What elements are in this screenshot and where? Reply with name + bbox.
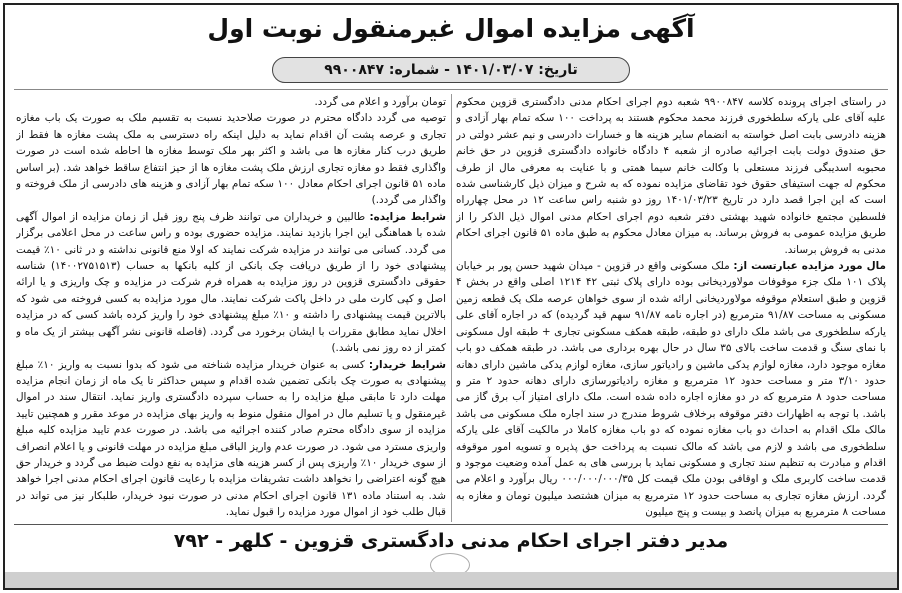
property-text: ملک مسکونی واقع در قزوین - میدان شهید حسن پور بر خیابان پلاک ۱۰۱ ملک جزء موقوفات مولاوردیخانی بوده دارای پلاک ثبتی ۴۲ ۱۲۱۴ اصلی واقع در بخش ۴ قزوین و طبق استعلام موقوفه مولاوردیخانی ارائه شده از سوی خواهان عرصه ملک یک قطعه زمین مسکونی به مساحت ۹۱/۸۷ مترمربع (در اجاره نامه ۹۱/۸۷ سهم قید گردیده) که در اجاره آقای علی یارکه سلطخوری می باشد ملک دارای دو طبقه، طبقه همکف مسکونی تجاری + طبقه اول مسکونی با نمای سنگ و قدمت ساخت بالای ۳۵ سال در حال بهره برداری می باشد. در طبقه همکف دو باب مغازه موجود دارد، مغازه لوازم یدکی ماشین و رادیاتور سازی، مغازه لوازم یدکی ماشین دارای دهانه حدود ۳/۱۰ متر و مساحت حدود ۱۲ مترمربع و مغازه رادیاتورسازی دارای دهانه حدود ۲ متر و مساحت حدود ۸ مترمربع که در دو مغازه اجاره داده شده است. ملک دارای امتیاز آب برق گاز می باشد. با توجه به اظهارات دفتر موقوفه برخلاف شروط مندرج در سند اجاره ملک مسکونی می باشد مالک ملک اقدام به احداث دو باب مغازه نموده که دو باب مغازه کاملا در مالکیت آقای علی یارکه سلطخوری می باشد و لازم می باشد که مالک نسبت به پرداخت حق پذیره و تسویه امور موقوفه اقدام و مبادرت به تنظیم سند تجاری و مسکونی نماید با بررسی های به عمل آمده وضعیت موجود و قدمت ساخت کاربری ملک و اوقافی بودن ملک قیمت کل ۰۰۰/۰۰۰/۰۰۰/۳۵ ریال برآورد و اعلام می گردد. ارزش مغازه تجاری به مساحت حدود ۱۲ مترمربع به میزان هشتصد میلیون تومان و مغازه به مساحت ۸ مترمربع به میزان پانصد و بیست و پنج میلیون [456,260,886,519]
auction-conditions-paragraph [16,209,446,357]
buyer-conditions-paragraph [16,357,446,521]
buyer-conditions-label: شرایط خریدار: [368,358,446,371]
property-description-paragraph [456,258,886,521]
right-text-column [456,94,886,522]
column-divider [451,94,452,522]
header-divider [14,89,888,90]
notice-title: آگهی مزایده اموال غیرمنقول نوبت اول [207,14,695,43]
recommendation-paragraph: توصیه می گردد دادگاه محترم در صورت صلاحدید نسبت به تقسیم ملک به صورت یک باب مغازه تجاری و عرصه پشت آن اقدام نماید به دلیل اینکه راه دسترسی به ملک پشت مغازه ها فقط از طریق درب کنار مغازه ها می باشد و اکثر بهر ملک توسط مغازه ها احاطه شده است در صورت واگذاری فقط دو مغازه تجاری ارزش ملک پشت مغازه ها از حیز انتفاع ساقط خواهد شد. (بر اساس ماده ۵۱ قانون اجرای احکام معادل ۱۰۰ سکه تمام بهار آزادی و هزینه های دادرسی از ملک فروخته و واگذار می گردد.) [16,112,446,207]
signature-line: مدیر دفتر اجرای احکام مدنی دادگستری قزوین - کلهر - ۷۹۲ [173,530,729,552]
property-label: مال مورد مزایده عبارتست از: [733,260,886,273]
left-text-column [16,94,446,522]
date-number-line: تاریخ: ۱۴۰۱/۰۳/۰۷ - شماره: ۹۹۰۰۸۴۷ [272,57,630,83]
bottom-band [5,572,897,588]
footer-divider [14,524,888,525]
intro-paragraph: در راستای اجرای پرونده کلاسه ۹۹۰۰۸۴۷ شعبه دوم اجرای احکام مدنی دادگستری قزوین محکوم علیه آقای علی یارکه سلطخوری فرزند محمد محکوم هستند به پرداخت ۱۰۰ سکه تمام بهار آزادی و هزینه دادرسی بابت اصل خواسته به انضمام سایر هزینه ها و خسارات دادرسی و نیم عشر دولتی در حق صندوق دولت بابت اجرائیه صادره از شعبه ۴ دادگاه خانواده دادگستری قزوین در حق خانم محبوبه اسدیبگی فرزند مستعلی با وکالت خانم سیما همتی و با عنایت به معرفی مال از طرف محکوم له جهت استیفای حقوق خود تقاضای مزایده نموده که به شرح و میزان ذیل کارشناسی شده است که این اجرا قصد دارد در تاریخ ۱۴۰۱/۰۳/۲۳ روز دو شنبه راس ساعت ۱۲ در محل چهارراه فلسطین مجتمع خانواده شهید بهشتی دفتر شعبه دوم اجرای احکام مدنی اموال ذیل الذکر را از طریق مزایده عمومی به فروش برساند. به میزان معادل محکوم به طبق ماده ۵۱ قانون اجرای احکام مدنی به فروش برساند. [456,96,886,256]
auction-conditions-label: شرایط مزایده: [369,210,446,223]
buyer-conditions-text: کسی به عنوان خریدار مزایده شناخته می شود که بدوا نسبت به واریز ۱۰٪ مبلغ پیشنهادی به صورت چک بانکی تضمین شده اقدام و سپس حداکثر تا یک ماه از زمان انجام مزایده مهلت دارد تا مابقی مبلغ مزایده را به حساب سپرده دادگستری واریز نماید. انتقال سند در اموال غیرمنقول و یا تسلیم مال در اموال منقول منوط به واریز بهای مزایده در موعد مقرر و همچنین تایید مزایده از سوی دادگاه محترم صادر کننده اجرائیه می باشد. در صورت عدم تایید مزایده کلیه مبلغ واریزی مسترد می شود. در صورت عدم واریز الباقی مبلغ مزایده در مهلت قانونی و یا اعلام انصراف از سوی خریدار ۱۰٪ واریزی پس از کسر هزینه های مزایده به نفع دولت ضبط می گردد و خریدار حق هیچ گونه اعتراضی را نخواهد داشت تشریفات مزایده با رعایت قانون اجرای احکام مدنی اجرا خواهد شد. به استناد ماده ۱۳۱ قانون اجرای احکام مدنی در صورت نبود خریدار، طلبکار نیز می تواند در قبال طلب خود از اموال مورد مزایده را قبول نماید. [16,358,446,519]
valuation-continuation: تومان برآورد و اعلام می گردد. [314,96,446,108]
auction-conditions-text: طالبین و خریداران می توانند ظرف پنج روز قبل از زمان مزایده از اموال آگهی شده با هماهنگی این اجرا بازدید نمایند. مزایده حضوری بوده و راس ساعت در محل اعلامی برگزار می گردد. کسانی می توانند در مزایده شرکت نمایند که اولا منع قانونی نداشته و در ثانی ۱۰٪ قیمت پیشنهادی خود را از طریق دریافت چک بانکی از کلیه بانکها به حساب (۱۴۰۰۲۷۵۱۵۱۳) شناسه حقوقی دادگستری قزوین در روز مزایده به همراه فرم شرکت در مزایده و چک واریزی و یا ارائه اصل و کپی کارت ملی در داخل پاکت شرکت نمایند. مال مورد مزایده به کسی فروخته می شود که بالاترین قیمت پیشنهادی را داشته و ۱۰٪ مبلغ پیشنهادی خود را واریز کرده باشد کسی که در مزایده اخلال نماید مطابق مقررات با ایشان برخورد می گردد. (فاصله قانونی نشر آگهی بیشتر از یک ماه و کمتر از ده روز نمی باشد.) [16,210,446,355]
